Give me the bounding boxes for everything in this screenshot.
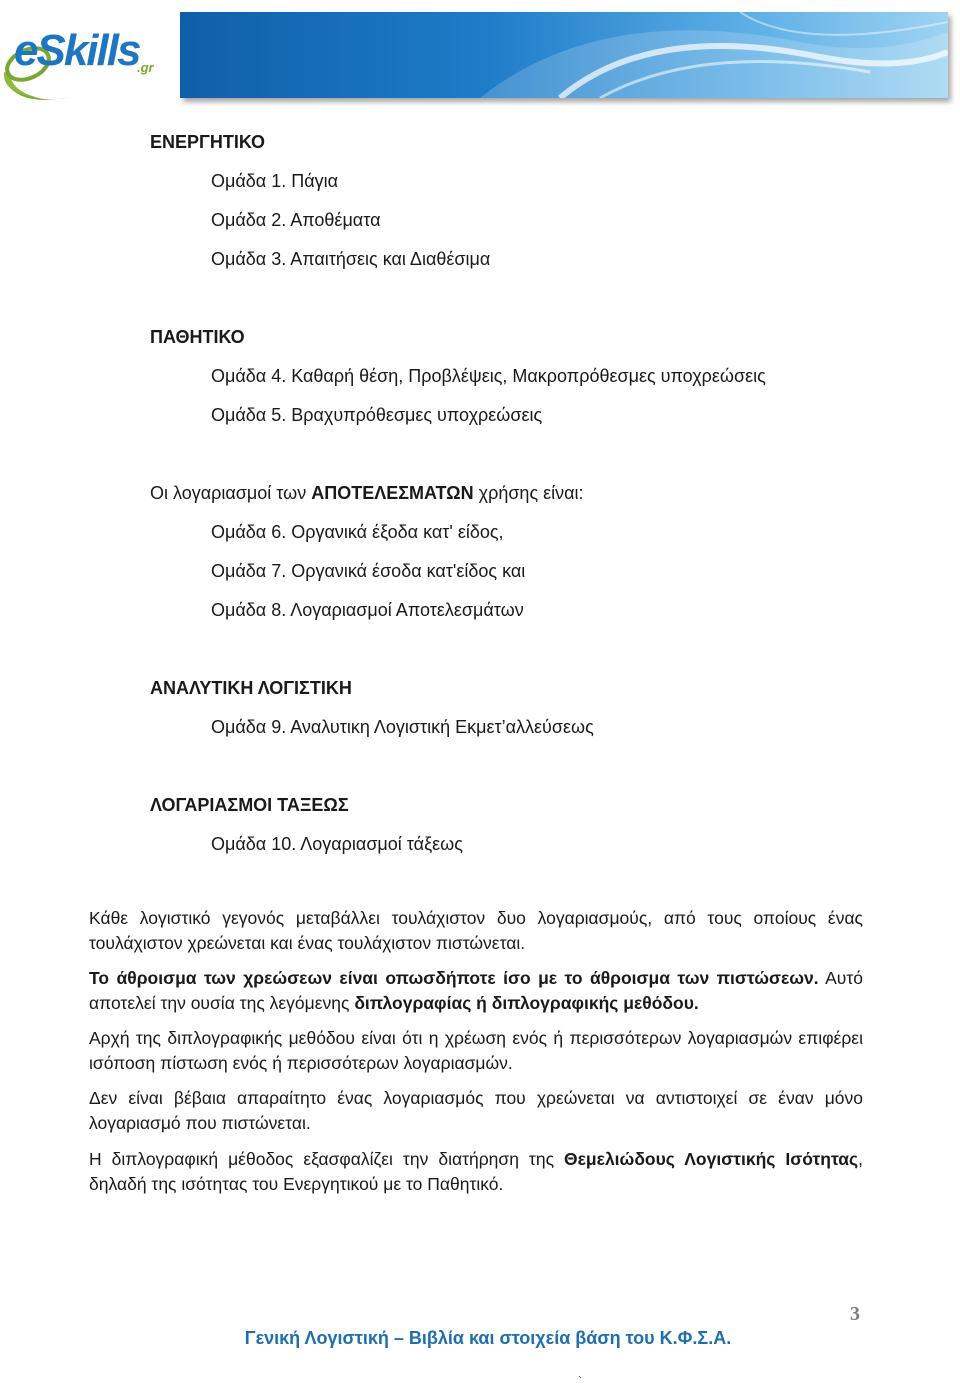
paragraph-5	[89, 1147, 863, 1197]
paragraph-4: Δεν είναι βέβαια απαραίτητο ένας λογαριασμός που χρεώνεται να αντιστοιχεί σε έναν μόνο λογαριασμό που πιστώνεται.	[89, 1088, 863, 1133]
analytic-title: ΑΝΑΛΥΤΙΚΗ ΛΟΓΙΣΤΙΚΗ	[150, 678, 352, 698]
logo-text: eSkills	[14, 26, 140, 75]
analytic-item: Ομάδα 9. Αναλυτικη Λογιστική Εκμετ’αλλεύσεως	[211, 717, 594, 737]
paragraph-5-text-b: , δηλαδή της ισότητας του Ενεργητικού με το Παθητικό.	[89, 1149, 863, 1194]
logo-suffix: .gr	[137, 60, 154, 75]
paragraph-2	[89, 966, 863, 1016]
paragraph-2-bold: Το άθροισμα των χρεώσεων είναι οπωσδήποτε ίσο με το άθροισμα των πιστώσεων.	[89, 968, 819, 988]
liabilities-title: ΠΑΘΗΤΙΚΟ	[150, 327, 245, 347]
paragraph-5-text-a: Η διπλογραφική μέθοδος εξασφαλίζει την διατήρηση της	[89, 1149, 565, 1169]
results-intro	[150, 481, 584, 505]
header-banner	[180, 12, 948, 98]
results-intro-bold: ΑΠΟΤΕΛΕΣΜΑΤΩΝ	[311, 483, 474, 503]
assets-item-1: Ομάδα 1. Πάγια	[211, 171, 339, 191]
banner-wave-graphic	[180, 12, 948, 98]
liabilities-item-2: Ομάδα 5. Βραχυπρόθεσμες υποχρεώσεις	[211, 405, 543, 425]
order-title: ΛΟΓΑΡΙΑΣΜΟΙ ΤΑΞΕΩΣ	[150, 795, 349, 815]
assets-title: ΕΝΕΡΓΗΤΙΚΟ	[150, 132, 266, 152]
liabilities-item-1: Ομάδα 4. Καθαρή θέση, Προβλέψεις, Μακροπρόθεσμες υποχρεώσεις	[211, 366, 766, 386]
footer-mark: `	[578, 1374, 582, 1388]
paragraph-5-bold: Θεμελιώδους Λογιστικής Ισότητας	[564, 1149, 859, 1169]
eskills-logo	[0, 12, 175, 107]
assets-item-3: Ομάδα 3. Απαιτήσεις και Διαθέσιμα	[211, 249, 491, 269]
results-intro-c: χρήσης είναι:	[473, 483, 584, 503]
results-item-1: Ομάδα 6. Οργανικά έξοδα κατ' είδος,	[211, 522, 504, 542]
order-item: Ομάδα 10. Λογαριασμοί τάξεως	[211, 834, 463, 854]
results-item-3: Ομάδα 8. Λογαριασμοί Αποτελεσμάτων	[211, 600, 524, 620]
paragraph-1: Κάθε λογιστικό γεγονός μεταβάλλει τουλάχιστον δυο λογαριασμούς, από τους οποίους ένας τουλάχιστον χρεώνεται και ένας τουλάχιστον πιστώνεται.	[89, 908, 863, 953]
results-item-2: Ομάδα 7. Οργανικά έσοδα κατ'είδος και	[211, 561, 526, 581]
paragraph-3: Αρχή της διπλογραφικής μεθόδου είναι ότι η χρέωση ενός ή περισσότερων λογαριασμών επιφέρει ισόποση πίστωση ενός ή περισσότερων λογαριασμών.	[89, 1028, 863, 1073]
paragraph-2-bold-2: διπλογραφίας ή διπλογραφικής μεθόδου.	[354, 993, 699, 1013]
page-header	[0, 0, 960, 110]
page-number: 3	[850, 1303, 860, 1325]
footer-title: Γενική Λογιστική – Βιβλία και στοιχεία βάση του Κ.Φ.Σ.Α.	[244, 1328, 732, 1348]
assets-item-2: Ομάδα 2. Αποθέματα	[211, 210, 381, 230]
results-intro-a: Οι λογαριασμοί των	[150, 483, 312, 503]
paragraph-2-text: Αυτό αποτελεί την ουσία της λεγόμενης	[89, 968, 863, 1013]
